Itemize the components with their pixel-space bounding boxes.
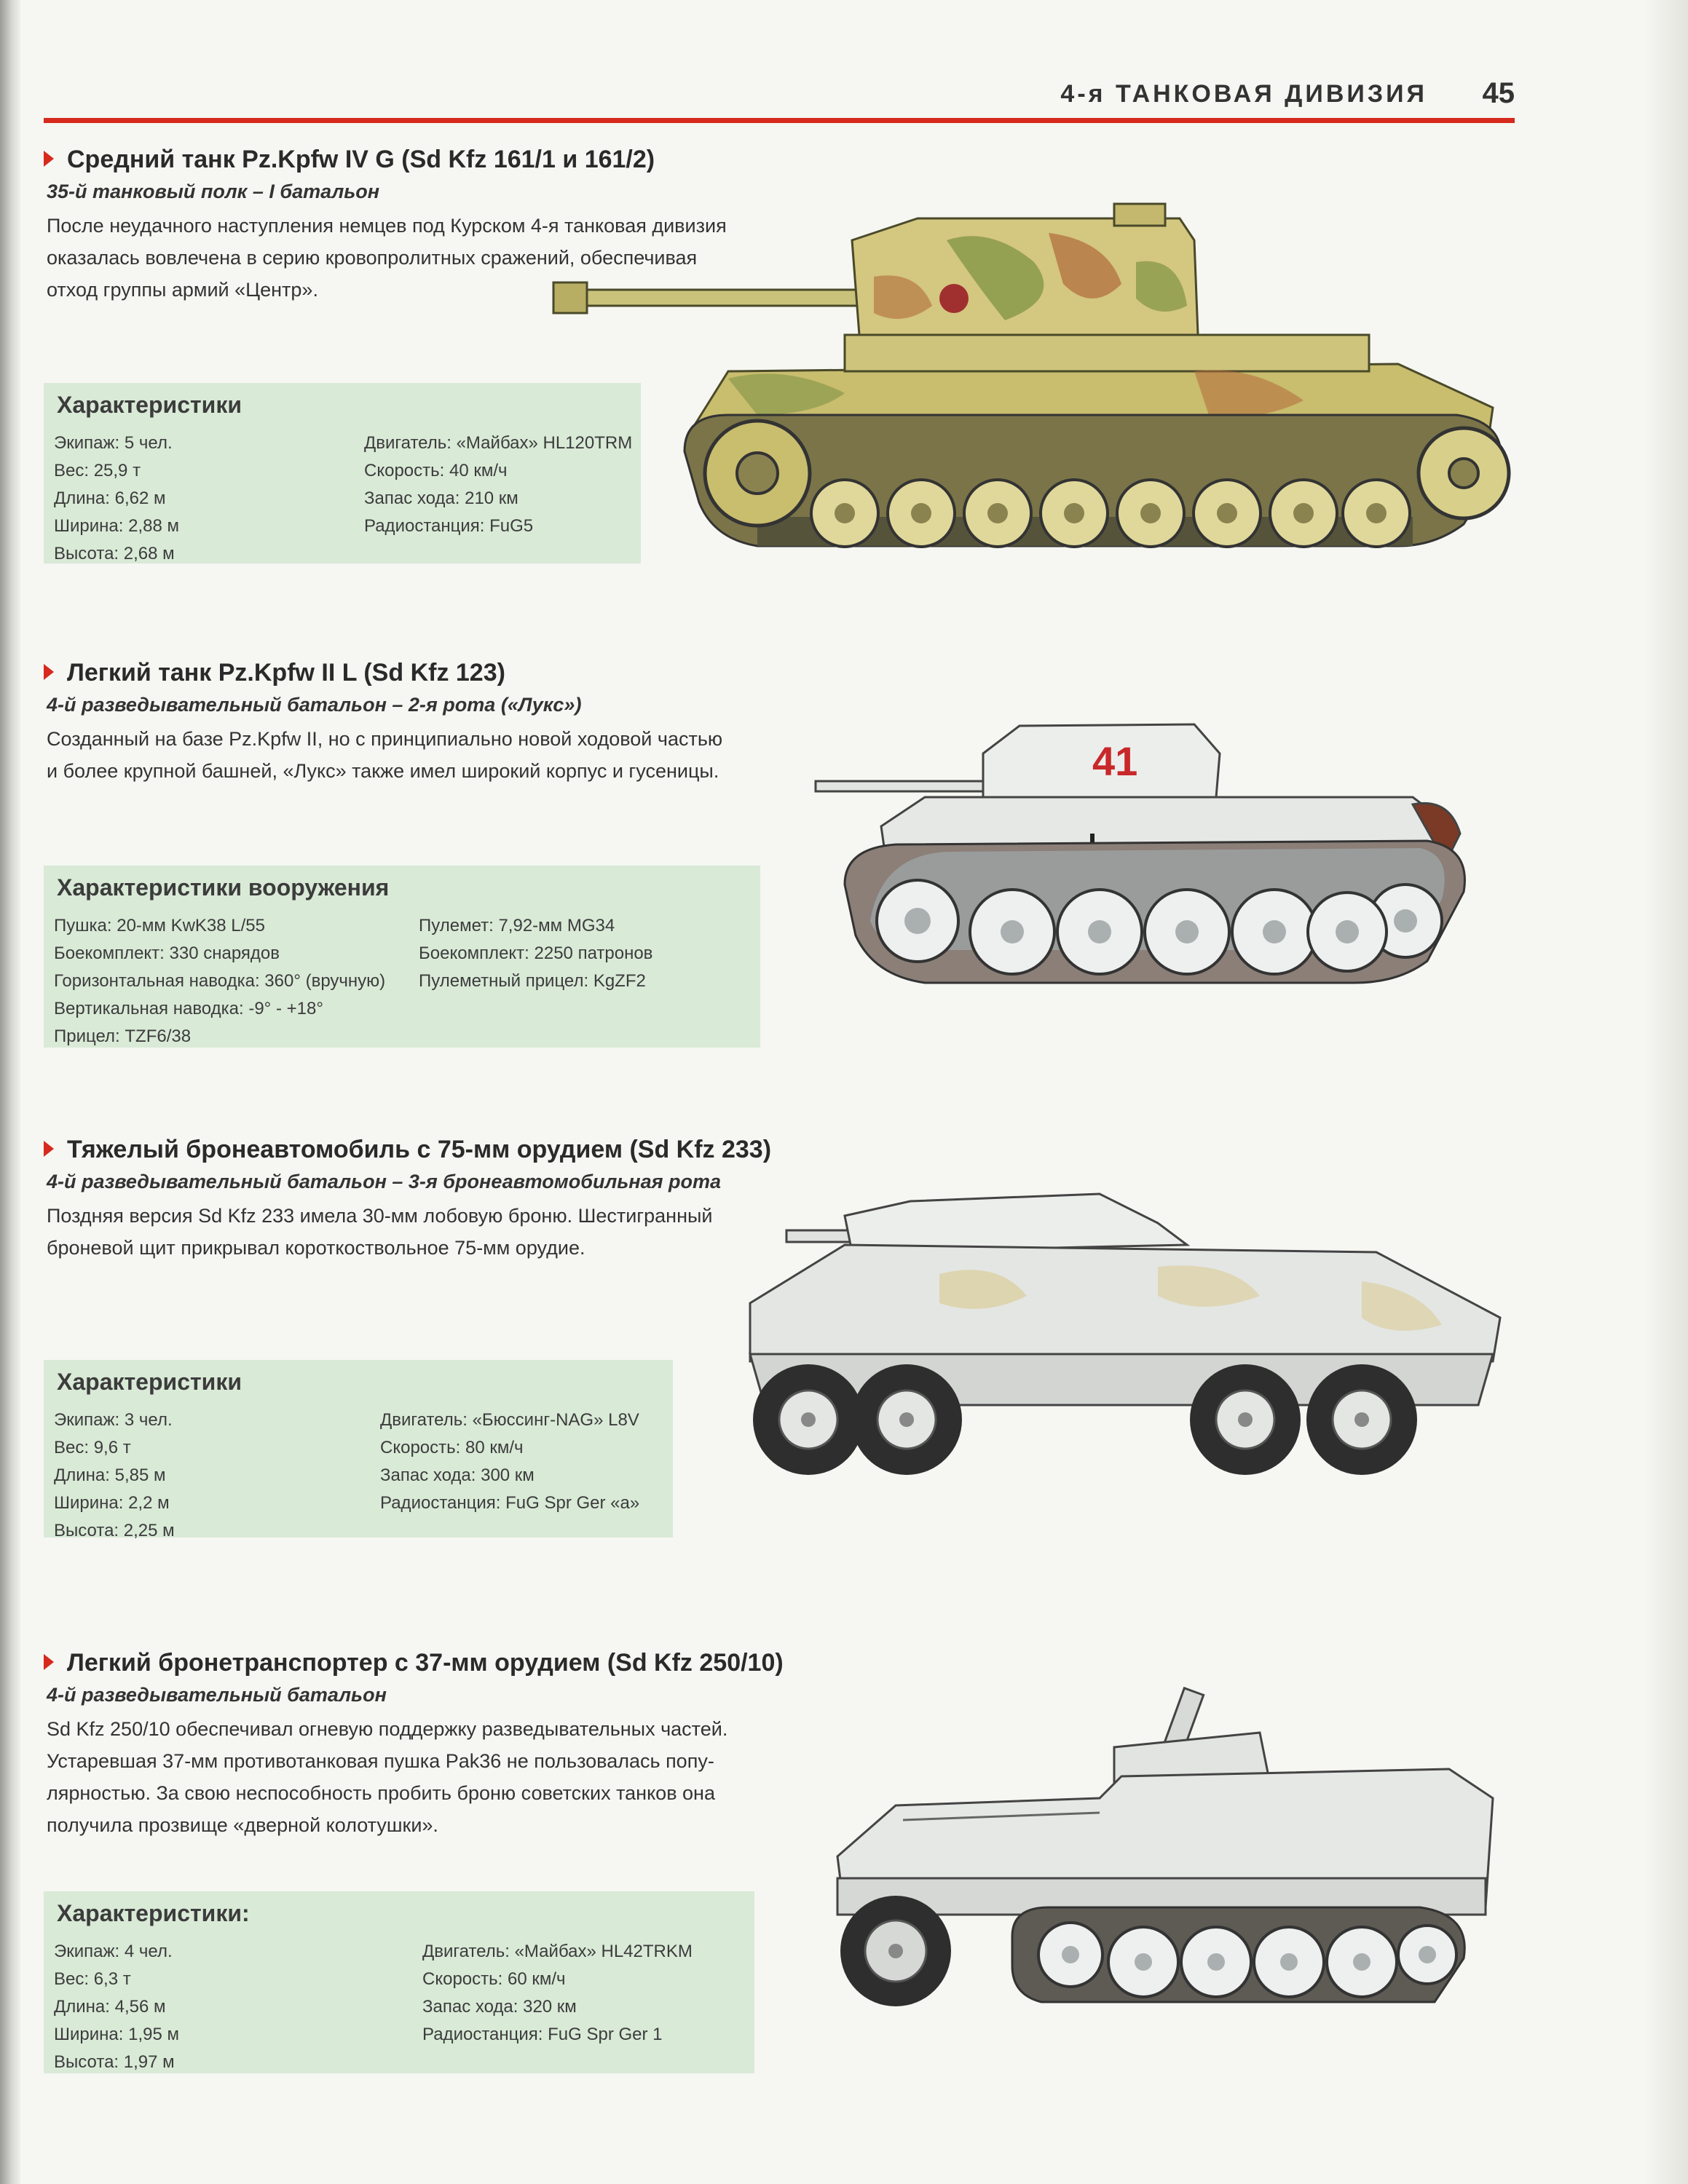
spec-item: Радиостанция: FuG Spr Ger «a» [380, 1493, 640, 1513]
spec-item: Вес: 6,3 т [54, 1969, 131, 1989]
specs-left-column [54, 912, 385, 1051]
desc-line: оказалась вовлечена в серию кровопролитных сражений, обеспечивая [47, 247, 698, 269]
spec-item: Горизонтальная наводка: 360° (вручную) [54, 971, 386, 991]
spec-item: Высота: 2,25 м [54, 1521, 175, 1540]
section-description [47, 723, 722, 787]
spec-item: Скорость: 80 км/ч [380, 1438, 524, 1457]
section-subtitle: 4-й разведывательный батальон – 2-я рота («Лукс») [47, 694, 582, 716]
spec-item: Радиостанция: FuG Spr Ger 1 [422, 2025, 663, 2044]
spec-item: Вес: 25,9 т [54, 461, 141, 480]
bullet-triangle-icon [44, 1141, 54, 1157]
section-title [44, 146, 655, 174]
desc-line: После неудачного наступления немцев под Курском 4-я танковая дивизия [47, 215, 727, 237]
book-spine-shadow [0, 0, 20, 2184]
spec-item: Экипаж: 4 чел. [54, 1942, 173, 1961]
spec-item: Скорость: 40 км/ч [364, 461, 508, 480]
spec-item: Экипаж: 5 чел. [54, 433, 173, 453]
spec-item: Длина: 5,85 м [54, 1465, 166, 1485]
specs-title: Характеристики [57, 392, 242, 418]
spec-item: Вертикальная наводка: -9° - +18° [54, 999, 323, 1018]
spec-item: Двигатель: «Майбах» HL120TRM [364, 433, 633, 453]
spec-item: Высота: 2,68 м [54, 544, 175, 563]
desc-line: и более крупной башней, «Лукс» также имел широкий корпус и гусеницы. [47, 760, 719, 782]
bullet-triangle-icon [44, 664, 54, 680]
specs-title: Характеристики [57, 1369, 242, 1395]
specs-right-column [422, 1938, 693, 2049]
spec-item: Скорость: 60 км/ч [422, 1969, 566, 1989]
sdkfz250-halftrack-illustration [794, 1674, 1515, 2038]
spec-item: Ширина: 1,95 м [54, 2025, 179, 2044]
spec-item: Радиостанция: FuG5 [364, 516, 534, 536]
section-title [44, 1649, 784, 1677]
spec-item: Экипаж: 3 чел. [54, 1410, 173, 1430]
pz4-tank-illustration [539, 197, 1529, 590]
spec-item: Запас хода: 300 км [380, 1465, 535, 1485]
title-text: Тяжелый бронеавтомобиль с 75-мм орудием (Sd Kfz 233) [67, 1136, 772, 1163]
spec-item: Ширина: 2,88 м [54, 516, 179, 536]
desc-line: броневой щит прикрывал короткоствольное 75-мм орудие. [47, 1237, 585, 1259]
spec-item: Вес: 9,6 т [54, 1438, 131, 1457]
turret-number: 41 [1092, 738, 1138, 784]
specs-box [44, 1360, 673, 1538]
pz2-luchs-illustration [801, 703, 1486, 1023]
section-subtitle: 4-й разведывательный батальон [47, 1684, 387, 1706]
desc-line: Sd Kfz 250/10 обеспечивал огневую поддержку разведывательных частей. [47, 1718, 728, 1740]
page-edge [1644, 0, 1688, 2184]
spec-item: Длина: 6,62 м [54, 488, 166, 508]
section-title [44, 659, 505, 687]
spec-item: Пушка: 20-мм KwK38 L/55 [54, 916, 265, 935]
specs-right-column [419, 912, 652, 995]
header-rule [44, 118, 1515, 123]
spec-item: Прицел: TZF6/38 [54, 1026, 192, 1046]
spec-item: Пулеметный прицел: KgZF2 [419, 971, 646, 991]
spec-item: Ширина: 2,2 м [54, 1493, 170, 1513]
specs-right-column [380, 1406, 639, 1517]
bullet-triangle-icon [44, 151, 54, 167]
title-text: Средний танк Pz.Kpfw IV G (Sd Kfz 161/1 и 161/2) [67, 146, 655, 173]
spec-item: Пулемет: 7,92-мм MG34 [419, 916, 615, 935]
title-text: Легкий бронетранспортер с 37-мм орудием (Sd Kfz 250/10) [67, 1649, 784, 1677]
specs-title: Характеристики вооружения [57, 874, 390, 901]
desc-line: лярностью. За свою неспособность пробить броню советских танков она [47, 1782, 715, 1804]
specs-left-column [54, 1406, 175, 1545]
specs-title: Характеристики: [57, 1900, 250, 1926]
desc-line: Поздняя версия Sd Kfz 233 имела 30-мм лобовую броню. Шестигранный [47, 1205, 713, 1227]
title-text: Легкий танк Pz.Kpfw II L (Sd Kfz 123) [67, 659, 505, 687]
spec-item: Запас хода: 210 км [364, 488, 518, 508]
section-description [47, 1200, 712, 1264]
specs-left-column [54, 430, 179, 568]
spec-item: Длина: 4,56 м [54, 1997, 166, 2017]
page-header [44, 76, 1515, 119]
spec-item: Боекомплект: 330 снарядов [54, 943, 280, 963]
desc-line: отход группы армий «Центр». [47, 279, 318, 301]
spec-item: Двигатель: «Бюссинг-NAG» L8V [380, 1410, 639, 1430]
desc-line: Созданный на базе Pz.Kpfw II, но с принципиально новой ходовой частью [47, 728, 723, 750]
specs-box [44, 1891, 754, 2073]
section-subtitle: 4-й разведывательный батальон – 3-я бронеавтомобильная рота [47, 1171, 722, 1192]
bullet-triangle-icon [44, 1654, 54, 1670]
spec-item: Запас хода: 320 км [422, 1997, 577, 2017]
section-description [47, 1713, 727, 1841]
specs-box [44, 866, 760, 1048]
section-subtitle: 35-й танковый полк – I батальон [47, 181, 380, 202]
sdkfz233-armored-car-illustration [721, 1172, 1515, 1507]
spec-item: Высота: 1,97 м [54, 2052, 175, 2072]
section-title [44, 1136, 771, 1164]
specs-left-column [54, 1938, 179, 2076]
spec-item: Боекомплект: 2250 патронов [419, 943, 653, 963]
desc-line: получила прозвище «дверной колотушки». [47, 1814, 438, 1836]
spec-item: Двигатель: «Майбах» HL42TRKM [422, 1942, 693, 1961]
running-title: 4-я ТАНКОВАЯ ДИВИЗИЯ [1060, 80, 1427, 108]
desc-line: Устаревшая 37-мм противотанковая пушка Pak36 не пользовалась попу- [47, 1750, 714, 1772]
page-number: 45 [1482, 77, 1515, 109]
